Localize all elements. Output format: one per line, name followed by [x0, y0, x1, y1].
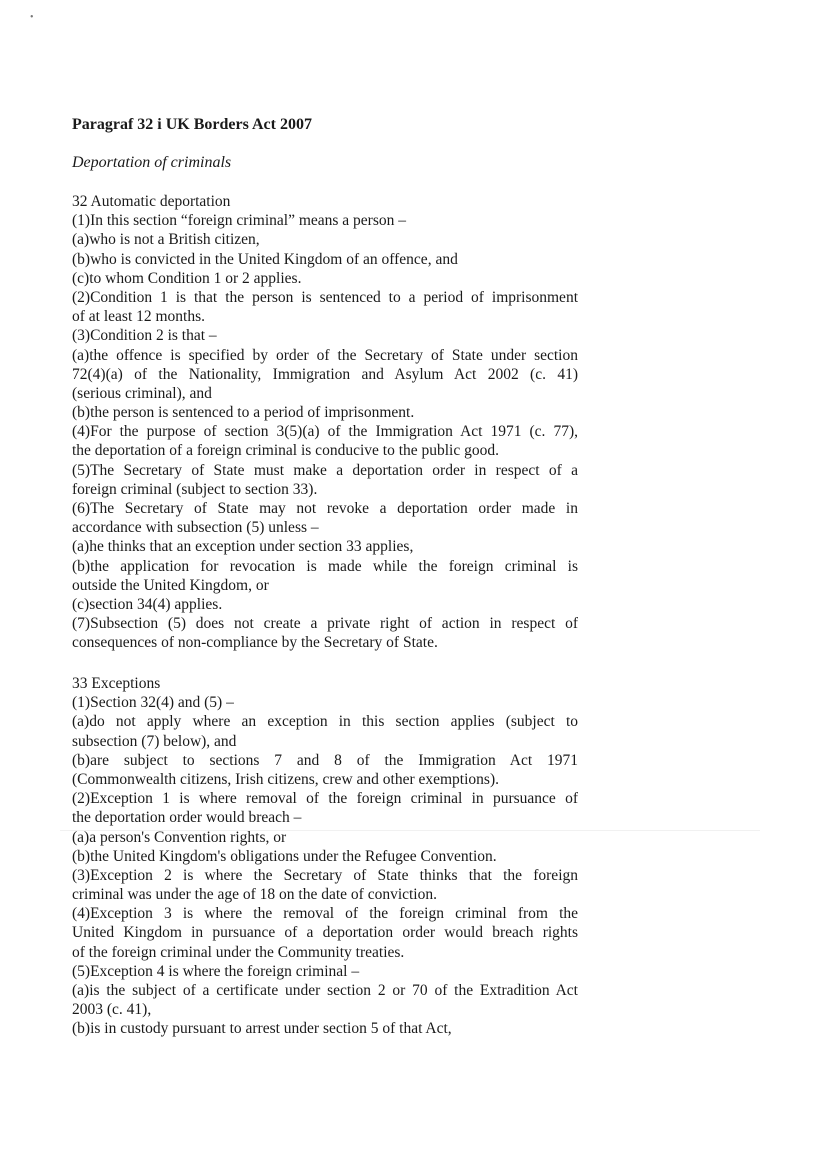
text-line: (1)In this section “foreign criminal” means a person –: [72, 212, 406, 230]
section-33-exceptions: [72, 674, 578, 1039]
text-line: United Kingdom in pursuance of a deportation order would breach rights: [72, 924, 578, 942]
text-line: the deportation of a foreign criminal is conducive to the public good.: [72, 442, 499, 460]
text-line: 33 Exceptions: [72, 675, 161, 692]
text-line: (a)who is not a British citizen,: [72, 231, 260, 249]
text-line: (2)Condition 1 is that the person is sentenced to a period of imprisonment: [72, 288, 578, 306]
text-line: 2003 (c. 41),: [72, 1001, 152, 1019]
text-line: (5)Exception 4 is where the foreign criminal –: [72, 962, 360, 980]
text-line: (b)are subject to sections 7 and 8 of the Immigration Act 1971: [72, 751, 578, 769]
text-line: (b)the United Kingdom's obligations under the Refugee Convention.: [72, 847, 497, 865]
document-title: Paragraf 32 i UK Borders Act 2007: [72, 116, 312, 133]
text-line: consequences of non-compliance by the Secretary of State.: [72, 634, 438, 652]
text-line: (serious criminal), and: [72, 384, 212, 402]
text-line: criminal was under the age of 18 on the date of conviction.: [72, 886, 437, 904]
section-32-automatic-deportation: [72, 192, 578, 653]
text-line: (4)Exception 3 is where the removal of the foreign criminal from the: [72, 905, 578, 923]
text-line: 32 Automatic deportation: [72, 193, 231, 210]
text-line: (3)Condition 2 is that –: [72, 327, 217, 345]
text-line: (a)a person's Convention rights, or: [72, 828, 287, 846]
text-line: (c)to whom Condition 1 or 2 applies.: [72, 269, 302, 287]
text-line: (b)is in custody pursuant to arrest under section 5 of that Act,: [72, 1020, 452, 1038]
text-line: (5)The Secretary of State must make a deportation order in respect of a: [72, 461, 578, 479]
text-line: (c)section 34(4) applies.: [72, 595, 223, 613]
text-line: (a)he thinks that an exception under section 33 applies,: [72, 538, 414, 556]
text-line: (b)who is convicted in the United Kingdom of an offence, and: [72, 250, 458, 268]
text-line: 72(4)(a) of the Nationality, Immigration and Asylum Act 2002 (c. 41): [72, 365, 578, 383]
text-line: (1)Section 32(4) and (5) –: [72, 694, 234, 712]
text-line: (a)the offence is specified by order of the Secretary of State under section: [72, 346, 578, 364]
text-line: foreign criminal (subject to section 33).: [72, 480, 318, 498]
text-line: of at least 12 months.: [72, 308, 206, 326]
text-line: (a)do not apply where an exception in this section applies (subject to: [72, 713, 578, 731]
text-line: accordance with subsection (5) unless –: [72, 519, 319, 537]
text-line: the deportation order would breach –: [72, 809, 302, 827]
document-subtitle: Deportation of criminals: [72, 154, 232, 171]
text-line: of the foreign criminal under the Community treaties.: [72, 943, 405, 961]
text-line: (7)Subsection (5) does not create a private right of action in respect of: [72, 615, 578, 633]
text-line: (3)Exception 2 is where the Secretary of State thinks that the foreign: [72, 866, 578, 884]
text-line: (Commonwealth citizens, Irish citizens, crew and other exemptions).: [72, 770, 499, 788]
scan-mark: •: [30, 12, 34, 23]
text-line: (2)Exception 1 is where removal of the foreign criminal in pursuance of: [72, 790, 578, 808]
text-line: (b)the person is sentenced to a period of imprisonment.: [72, 404, 415, 422]
text-line: (6)The Secretary of State may not revoke a deportation order made in: [72, 500, 578, 517]
text-line: (4)For the purpose of section 3(5)(a) of the Immigration Act 1971 (c. 77),: [72, 423, 578, 441]
text-line: (b)the application for revocation is made while the foreign criminal is: [72, 557, 578, 575]
text-line: subsection (7) below), and: [72, 732, 237, 750]
text-line: (a)is the subject of a certificate under section 2 or 70 of the Extradition Act: [72, 982, 578, 999]
text-line: outside the United Kingdom, or: [72, 576, 269, 594]
